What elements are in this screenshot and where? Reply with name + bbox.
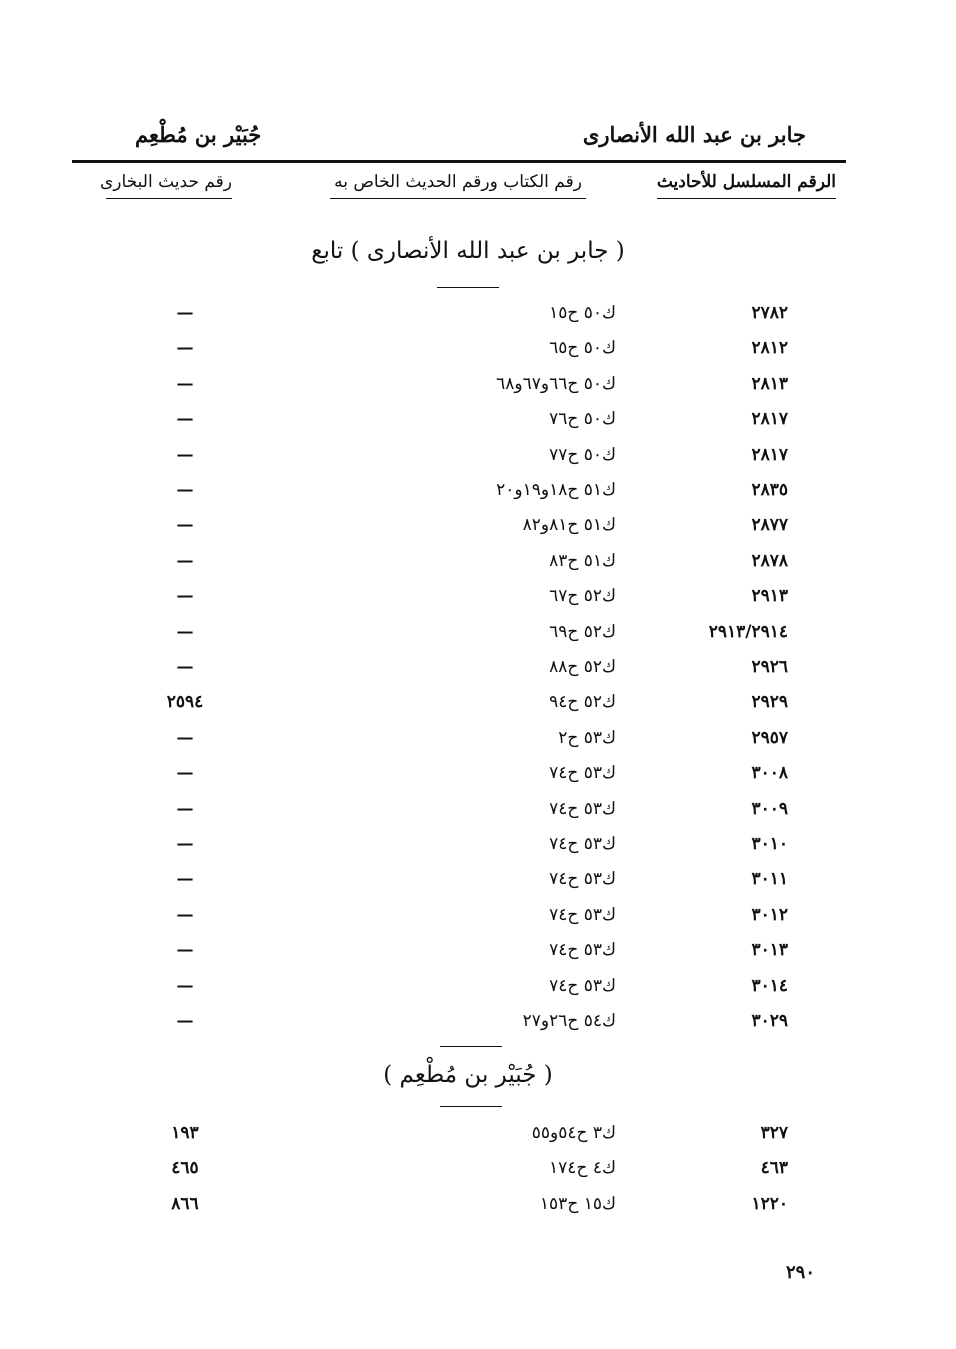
section-rule bbox=[437, 287, 499, 288]
cell-book: ك١٥ ح١٥٣ bbox=[539, 1193, 616, 1214]
cell-bukhari: — bbox=[176, 834, 194, 854]
cell-book: ك٣ ح٥٤و٥٥ bbox=[531, 1123, 616, 1143]
cell-bukhari: — bbox=[176, 621, 194, 642]
cell-bukhari: — bbox=[176, 1011, 194, 1031]
cell-serial: ٢٩٢٦ bbox=[751, 657, 788, 677]
table-row bbox=[0, 933, 956, 967]
table-row bbox=[0, 650, 956, 684]
cell-bukhari: — bbox=[176, 444, 194, 465]
table-row bbox=[0, 721, 956, 755]
cell-bukhari: — bbox=[176, 904, 194, 925]
cell-serial: ٢٩٢٩ bbox=[751, 692, 788, 713]
cell-bukhari: — bbox=[176, 480, 194, 500]
cell-serial: ٢٨٣٥ bbox=[751, 480, 788, 500]
cell-book: ك٥١ ح١٨و١٩و٢٠ bbox=[496, 480, 616, 500]
table-row bbox=[0, 367, 956, 401]
cell-bukhari: ٤٦٥ bbox=[171, 1158, 199, 1179]
cell-bukhari: ٢٥٩٤ bbox=[166, 692, 204, 713]
cell-serial: ٢٧٨٢ bbox=[751, 303, 788, 323]
table-row bbox=[0, 898, 956, 932]
table-row bbox=[0, 792, 956, 826]
cell-bukhari: — bbox=[176, 586, 194, 607]
table-row bbox=[0, 296, 956, 330]
cell-book: ك٥٠ ح١٥ bbox=[549, 303, 616, 323]
table-row bbox=[0, 862, 956, 896]
section-top-rule bbox=[440, 1046, 502, 1047]
cell-bukhari: — bbox=[176, 763, 194, 784]
table-row bbox=[0, 402, 956, 436]
cell-serial: ٢٨١٧ bbox=[751, 444, 788, 465]
cell-book: ك٥٣ ح٧٤ bbox=[549, 869, 616, 890]
cell-book: ك٥١ ح٨٣ bbox=[549, 550, 616, 571]
cell-book: ك٥٣ ح٧٤ bbox=[549, 975, 616, 996]
cell-book: ك٥٣ ح٧٤ bbox=[549, 904, 616, 925]
running-title-left: جُبَيْر بن مُطْعِم bbox=[135, 122, 262, 147]
cell-serial: ٣٠١٠ bbox=[751, 834, 788, 854]
cell-bukhari: — bbox=[176, 409, 194, 430]
cell-bukhari: — bbox=[176, 550, 194, 571]
cell-serial: ٣٠١١ bbox=[751, 869, 788, 890]
cell-book: ك٥٤ ح٢٦و٢٧ bbox=[522, 1011, 616, 1031]
table-row bbox=[0, 331, 956, 365]
cell-book: ك٥٣ ح٧٤ bbox=[549, 798, 616, 819]
cell-serial: ٣٠٠٩ bbox=[751, 798, 788, 819]
cell-book: ك٥٣ ح٧٤ bbox=[549, 763, 616, 784]
table-row bbox=[0, 1004, 956, 1038]
cell-book: ك٥٣ ح٧٤ bbox=[549, 834, 616, 854]
cell-bukhari: ٨٦٦ bbox=[171, 1193, 199, 1214]
cell-bukhari: — bbox=[176, 657, 194, 677]
cell-book: ك٥٠ ح٦٦و٦٧و٦٨ bbox=[496, 373, 616, 394]
cell-bukhari: — bbox=[176, 975, 194, 996]
cell-serial: ٢٨١٧ bbox=[751, 409, 788, 430]
cell-bukhari: — bbox=[176, 727, 194, 748]
cell-serial: ٤٦٣ bbox=[760, 1158, 788, 1179]
cell-serial: ٣٠٢٩ bbox=[751, 1011, 788, 1031]
cell-book: ك٤ ح١٧٤ bbox=[549, 1158, 616, 1179]
table-row bbox=[0, 827, 956, 861]
section-title: ( جابر بن عبد الله الأنصارى ) تابع bbox=[311, 238, 625, 264]
table-row bbox=[0, 969, 956, 1003]
cell-bukhari: — bbox=[176, 338, 194, 359]
section-title: ( جُبَيْر بن مُطْعِم ) bbox=[383, 1062, 553, 1088]
table-row bbox=[0, 685, 956, 719]
cell-book: ك٥٠ ح٧٦ bbox=[549, 409, 616, 430]
cell-bukhari: — bbox=[176, 373, 194, 394]
cell-bukhari: — bbox=[176, 798, 194, 819]
cell-serial: ١٢٢٠ bbox=[751, 1193, 788, 1214]
column-header-book: رقم الكتاب ورقم الحديث الخاص به bbox=[330, 172, 586, 199]
table-row bbox=[0, 1116, 956, 1150]
running-title-right: جابر بن عبد الله الأنصارى bbox=[582, 122, 806, 147]
page-number: ٢٩٠ bbox=[786, 1262, 816, 1283]
cell-bukhari: — bbox=[176, 303, 194, 323]
table-row bbox=[0, 615, 956, 649]
cell-serial: ٣٠١٣ bbox=[751, 940, 788, 961]
table-row bbox=[0, 544, 956, 578]
cell-book: ك٥٢ ح٦٧ bbox=[549, 586, 616, 607]
cell-book: ك٥٣ ح٧٤ bbox=[549, 940, 616, 961]
cell-serial: ٣٠٠٨ bbox=[751, 763, 788, 784]
cell-serial: ٣٠١٤ bbox=[751, 975, 788, 996]
table-row bbox=[0, 1187, 956, 1221]
cell-book: ك٥٠ ح٦٥ bbox=[549, 338, 616, 359]
cell-serial: ٢٨٧٧ bbox=[751, 515, 788, 536]
cell-book: ك٥٢ ح٨٨ bbox=[549, 657, 616, 677]
cell-serial: ٢٨٧٨ bbox=[751, 550, 788, 571]
table-row bbox=[0, 579, 956, 613]
cell-serial: ٢٩١٣/٢٩١٤ bbox=[708, 621, 788, 642]
cell-book: ك٥٠ ح٧٧ bbox=[549, 444, 616, 465]
cell-book: ك٥٢ ح٦٩ bbox=[549, 621, 616, 642]
cell-serial: ٢٨١٢ bbox=[751, 338, 788, 359]
cell-book: ك٥٣ ح٢ bbox=[558, 727, 616, 748]
table-row bbox=[0, 756, 956, 790]
cell-bukhari: — bbox=[176, 869, 194, 890]
cell-serial: ٢٨١٣ bbox=[751, 373, 788, 394]
cell-serial: ٢٩١٣ bbox=[751, 586, 788, 607]
cell-bukhari: — bbox=[176, 940, 194, 961]
cell-book: ك٥٢ ح٩٤ bbox=[549, 692, 616, 713]
column-header-serial: الرقم المسلسل للأحاديث bbox=[657, 172, 836, 199]
table-row bbox=[0, 438, 956, 472]
cell-serial: ٢٩٥٧ bbox=[751, 727, 788, 748]
table-row bbox=[0, 1151, 956, 1185]
header-rule bbox=[72, 160, 846, 163]
section-rule bbox=[440, 1106, 502, 1107]
cell-bukhari: ١٩٣ bbox=[171, 1123, 199, 1143]
column-header-bukhari: رقم حديث البخارى bbox=[106, 172, 232, 199]
cell-book: ك٥١ ح٨١و٨٢ bbox=[522, 515, 616, 536]
cell-serial: ٣٢٧ bbox=[760, 1123, 788, 1143]
table-row bbox=[0, 508, 956, 542]
table-row bbox=[0, 473, 956, 507]
cell-bukhari: — bbox=[176, 515, 194, 536]
cell-serial: ٣٠١٢ bbox=[751, 904, 788, 925]
